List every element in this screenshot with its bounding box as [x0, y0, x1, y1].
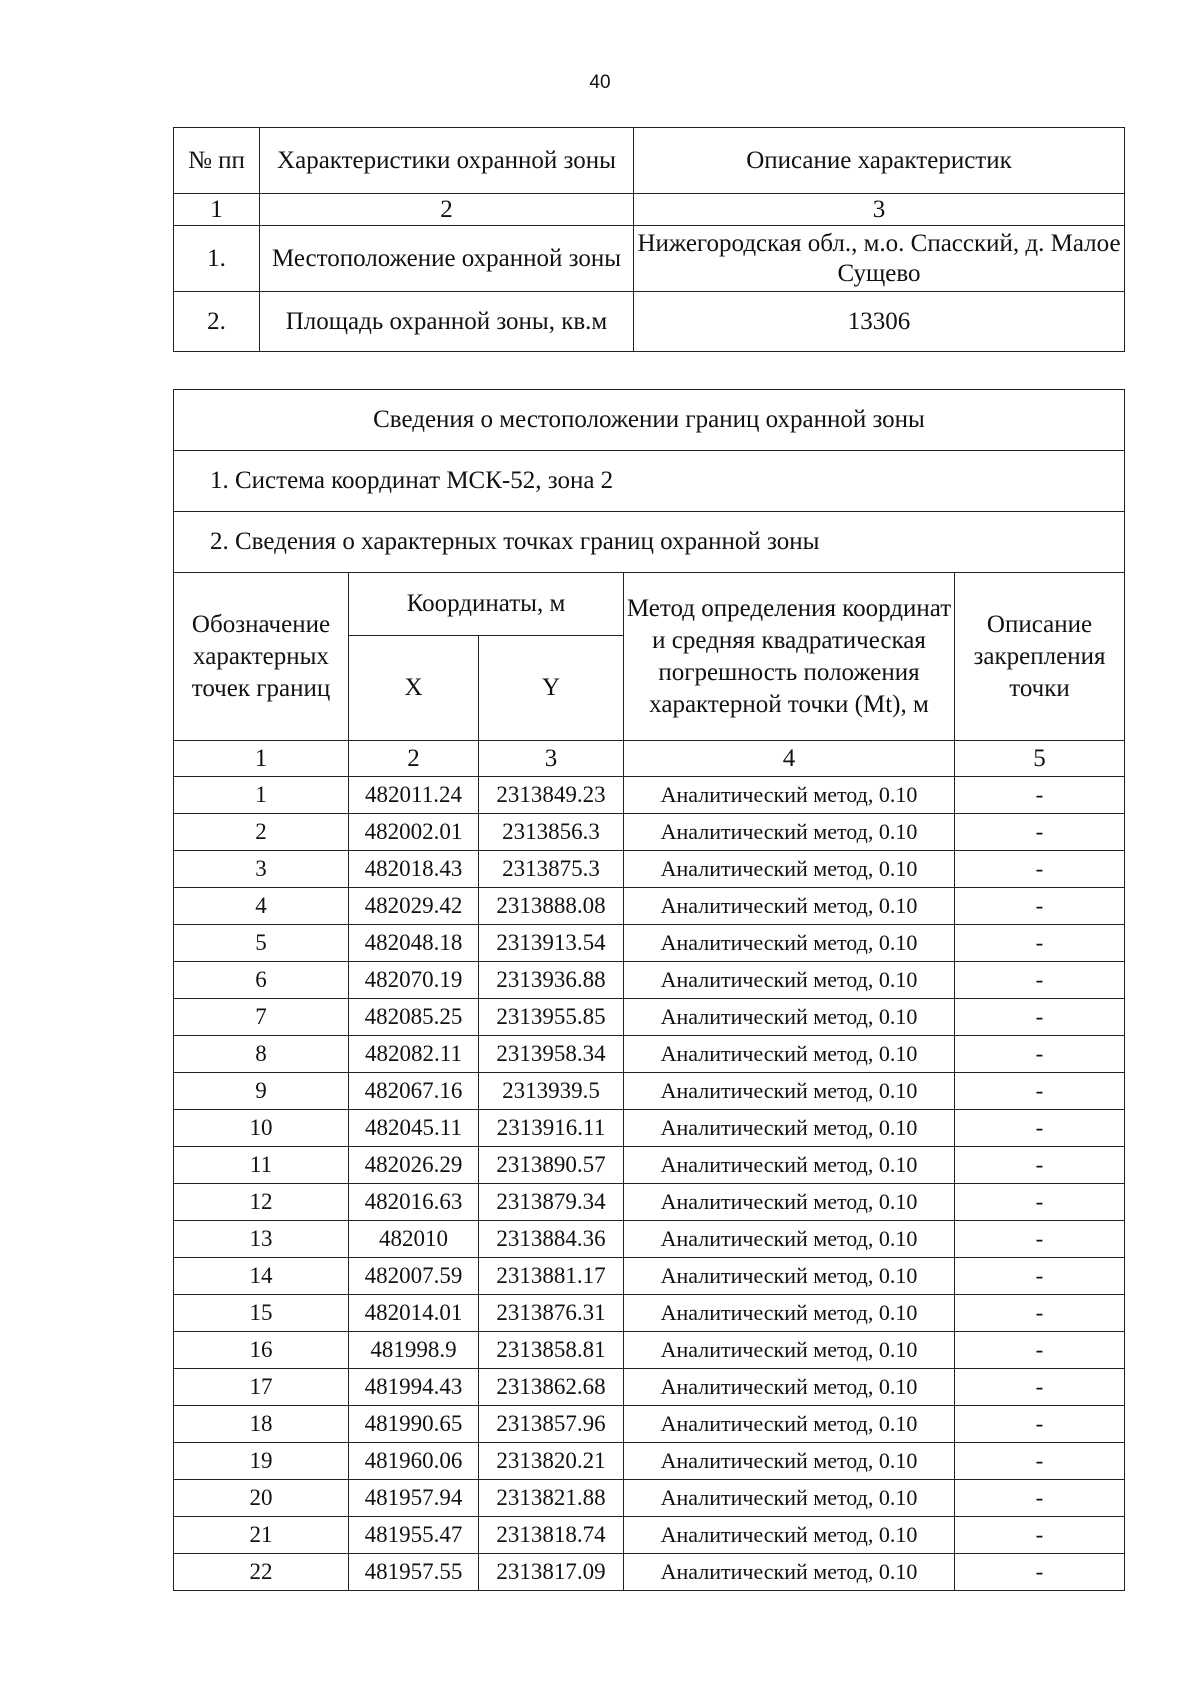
point-id: 22: [174, 1554, 349, 1591]
table-row: [174, 1147, 1125, 1184]
y-coordinate: 2313939.5: [479, 1073, 624, 1110]
fixing: -: [955, 1443, 1125, 1480]
x-coordinate: 482011.24: [349, 777, 479, 814]
table-row: [174, 814, 1125, 851]
table-row: [174, 1036, 1125, 1073]
x-coordinate: 481957.55: [349, 1554, 479, 1591]
section-title-row: [174, 390, 1125, 451]
point-id: 14: [174, 1258, 349, 1295]
point-id: 13: [174, 1221, 349, 1258]
table-row: [174, 292, 1125, 352]
table-row: [174, 851, 1125, 888]
y-coordinate: 2313858.81: [479, 1332, 624, 1369]
fixing: -: [955, 1369, 1125, 1406]
column-number: 5: [955, 741, 1125, 777]
table-row: [174, 1369, 1125, 1406]
point-id: 10: [174, 1110, 349, 1147]
point-id: 20: [174, 1480, 349, 1517]
column-number-row: [174, 741, 1125, 777]
column-number: 1: [174, 194, 260, 226]
x-coordinate: 482048.18: [349, 925, 479, 962]
y-coordinate: 2313881.17: [479, 1258, 624, 1295]
method: Аналитический метод, 0.10: [624, 925, 955, 962]
y-coordinate: 2313818.74: [479, 1517, 624, 1554]
column-number: 2: [349, 741, 479, 777]
column-number: 2: [260, 194, 634, 226]
method: Аналитический метод, 0.10: [624, 1036, 955, 1073]
table-header-row: [174, 128, 1125, 194]
y-coordinate: 2313821.88: [479, 1480, 624, 1517]
point-id: 18: [174, 1406, 349, 1443]
x-coordinate: 481994.43: [349, 1369, 479, 1406]
coordinate-system: 1. Система координат МСК-52, зона 2: [174, 451, 1125, 512]
point-id: 8: [174, 1036, 349, 1073]
fixing: -: [955, 888, 1125, 925]
table-row: [174, 1480, 1125, 1517]
column-number: 3: [634, 194, 1125, 226]
column-number: 3: [479, 741, 624, 777]
method: Аналитический метод, 0.10: [624, 1184, 955, 1221]
y-coordinate: 2313817.09: [479, 1554, 624, 1591]
points-title: 2. Сведения о характерных точках границ охранной зоны: [174, 512, 1125, 573]
x-coordinate: 482067.16: [349, 1073, 479, 1110]
row-name: Местоположение охранной зоны: [260, 226, 634, 292]
method: Аналитический метод, 0.10: [624, 1406, 955, 1443]
y-coordinate: 2313857.96: [479, 1406, 624, 1443]
x-coordinate: 482002.01: [349, 814, 479, 851]
y-coordinate: 2313876.31: [479, 1295, 624, 1332]
x-coordinate: 481960.06: [349, 1443, 479, 1480]
point-id: 9: [174, 1073, 349, 1110]
y-coordinate: 2313955.85: [479, 999, 624, 1036]
header-x: X: [349, 636, 479, 741]
table-row: [174, 999, 1125, 1036]
x-coordinate: 482014.01: [349, 1295, 479, 1332]
x-coordinate: 482016.63: [349, 1184, 479, 1221]
x-coordinate: 482085.25: [349, 999, 479, 1036]
fixing: -: [955, 1147, 1125, 1184]
point-id: 16: [174, 1332, 349, 1369]
header-characteristic: Характеристики охранной зоны: [260, 128, 634, 194]
x-coordinate: 481998.9: [349, 1332, 479, 1369]
method: Аналитический метод, 0.10: [624, 888, 955, 925]
section-row: [174, 451, 1125, 512]
method: Аналитический метод, 0.10: [624, 1147, 955, 1184]
point-id: 2: [174, 814, 349, 851]
fixing: -: [955, 925, 1125, 962]
method: Аналитический метод, 0.10: [624, 814, 955, 851]
fixing: -: [955, 1110, 1125, 1147]
fixing: -: [955, 999, 1125, 1036]
point-id: 3: [174, 851, 349, 888]
column-number: 1: [174, 741, 349, 777]
table-row: [174, 1258, 1125, 1295]
page-number: 40: [589, 72, 611, 93]
point-id: 11: [174, 1147, 349, 1184]
method: Аналитический метод, 0.10: [624, 1258, 955, 1295]
y-coordinate: 2313820.21: [479, 1443, 624, 1480]
point-id: 17: [174, 1369, 349, 1406]
header-y: Y: [479, 636, 624, 741]
method: Аналитический метод, 0.10: [624, 1332, 955, 1369]
x-coordinate: 482010: [349, 1221, 479, 1258]
table-row: [174, 925, 1125, 962]
x-coordinate: 482045.11: [349, 1110, 479, 1147]
point-id: 12: [174, 1184, 349, 1221]
table-row: [174, 226, 1125, 292]
point-id: 4: [174, 888, 349, 925]
column-number-row: [174, 194, 1125, 226]
table-row: [174, 1517, 1125, 1554]
point-id: 15: [174, 1295, 349, 1332]
fixing: -: [955, 1258, 1125, 1295]
method: Аналитический метод, 0.10: [624, 1073, 955, 1110]
table-row: [174, 1443, 1125, 1480]
table-row: [174, 777, 1125, 814]
method: Аналитический метод, 0.10: [624, 1480, 955, 1517]
y-coordinate: 2313862.68: [479, 1369, 624, 1406]
point-id: 1: [174, 777, 349, 814]
x-coordinate: 482007.59: [349, 1258, 479, 1295]
x-coordinate: 482018.43: [349, 851, 479, 888]
row-number: 2.: [174, 292, 260, 352]
point-id: 21: [174, 1517, 349, 1554]
method: Аналитический метод, 0.10: [624, 962, 955, 999]
x-coordinate: 482070.19: [349, 962, 479, 999]
method: Аналитический метод, 0.10: [624, 1554, 955, 1591]
table-row: [174, 1221, 1125, 1258]
header-fixing: Описание закрепления точки: [955, 573, 1125, 741]
y-coordinate: 2313849.23: [479, 777, 624, 814]
y-coordinate: 2313879.34: [479, 1184, 624, 1221]
characteristics-table: [173, 127, 1125, 352]
table-row: [174, 1295, 1125, 1332]
fixing: -: [955, 1517, 1125, 1554]
method: Аналитический метод, 0.10: [624, 1517, 955, 1554]
fixing: -: [955, 777, 1125, 814]
header-description: Описание характеристик: [634, 128, 1125, 194]
method: Аналитический метод, 0.10: [624, 851, 955, 888]
table-row: [174, 1073, 1125, 1110]
point-id: 6: [174, 962, 349, 999]
y-coordinate: 2313888.08: [479, 888, 624, 925]
point-rows: [174, 777, 1125, 1591]
y-coordinate: 2313958.34: [479, 1036, 624, 1073]
section-row: [174, 512, 1125, 573]
point-id: 7: [174, 999, 349, 1036]
fixing: -: [955, 1295, 1125, 1332]
point-id: 19: [174, 1443, 349, 1480]
fixing: -: [955, 1554, 1125, 1591]
fixing: -: [955, 851, 1125, 888]
boundary-title: Сведения о местоположении границ охранной зоны: [174, 390, 1125, 451]
row-value: Нижегородская обл., м.о. Спасский, д. Малое Сущево: [634, 226, 1125, 292]
table-row: [174, 1184, 1125, 1221]
y-coordinate: 2313936.88: [479, 962, 624, 999]
fixing: -: [955, 814, 1125, 851]
row-name: Площадь охранной зоны, кв.м: [260, 292, 634, 352]
y-coordinate: 2313884.36: [479, 1221, 624, 1258]
x-coordinate: 482026.29: [349, 1147, 479, 1184]
x-coordinate: 481957.94: [349, 1480, 479, 1517]
method: Аналитический метод, 0.10: [624, 1110, 955, 1147]
fixing: -: [955, 1332, 1125, 1369]
fixing: -: [955, 1406, 1125, 1443]
table-row: [174, 1406, 1125, 1443]
row-value: 13306: [634, 292, 1125, 352]
table-row: [174, 1110, 1125, 1147]
y-coordinate: 2313875.3: [479, 851, 624, 888]
table-row: [174, 1554, 1125, 1591]
x-coordinate: 482082.11: [349, 1036, 479, 1073]
method: Аналитический метод, 0.10: [624, 777, 955, 814]
row-number: 1.: [174, 226, 260, 292]
method: Аналитический метод, 0.10: [624, 1221, 955, 1258]
y-coordinate: 2313916.11: [479, 1110, 624, 1147]
x-coordinate: 481955.47: [349, 1517, 479, 1554]
y-coordinate: 2313856.3: [479, 814, 624, 851]
fixing: -: [955, 1480, 1125, 1517]
header-method: Метод определения координат и средняя квадратическая погрешность положения характерной точки (Mt), м: [624, 573, 955, 741]
fixing: -: [955, 1073, 1125, 1110]
method: Аналитический метод, 0.10: [624, 1295, 955, 1332]
method: Аналитический метод, 0.10: [624, 1443, 955, 1480]
table-row: [174, 962, 1125, 999]
boundary-table: [173, 389, 1125, 1591]
x-coordinate: 481990.65: [349, 1406, 479, 1443]
fixing: -: [955, 1184, 1125, 1221]
method: Аналитический метод, 0.10: [624, 1369, 955, 1406]
header-coordinates: Координаты, м: [349, 573, 624, 636]
table-row: [174, 1332, 1125, 1369]
y-coordinate: 2313913.54: [479, 925, 624, 962]
table-row: [174, 888, 1125, 925]
method: Аналитический метод, 0.10: [624, 999, 955, 1036]
x-coordinate: 482029.42: [349, 888, 479, 925]
fixing: -: [955, 1221, 1125, 1258]
header-number: № пп: [174, 128, 260, 194]
fixing: -: [955, 962, 1125, 999]
table-header-row: [174, 573, 1125, 636]
point-id: 5: [174, 925, 349, 962]
y-coordinate: 2313890.57: [479, 1147, 624, 1184]
fixing: -: [955, 1036, 1125, 1073]
column-number: 4: [624, 741, 955, 777]
header-point: Обозначение характерных точек границ: [174, 573, 349, 741]
